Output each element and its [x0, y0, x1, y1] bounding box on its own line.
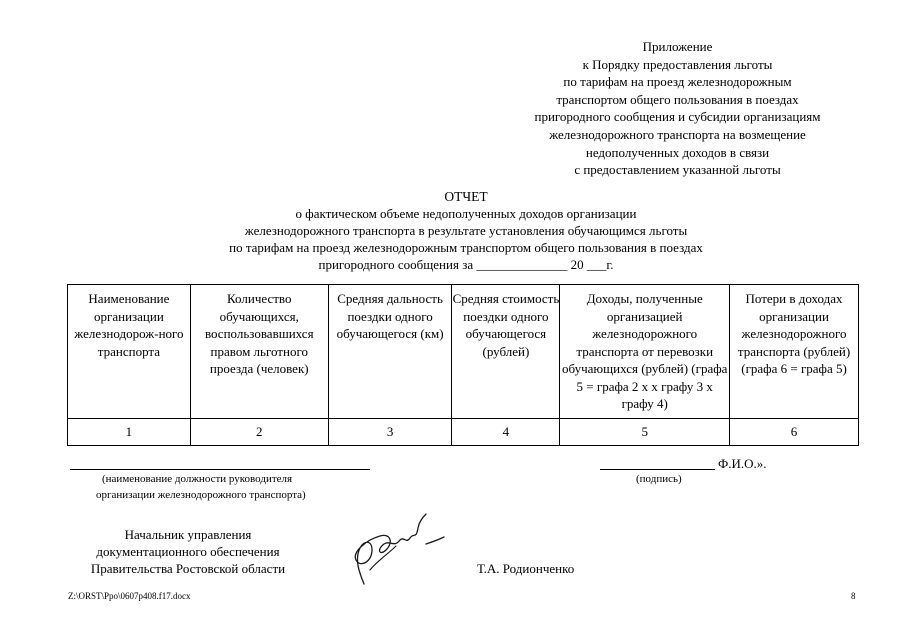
column-number: 5: [560, 419, 730, 446]
position-caption: (наименование должности руководителя: [102, 473, 293, 485]
signature-line: [600, 469, 715, 470]
report-table: [67, 284, 859, 446]
page-number: 8: [851, 591, 856, 601]
appendix-line: Приложение: [642, 39, 713, 54]
column-header: Доходы, полученные организацией железнодорожного транспорта от перевозки обучающихся (рублей) (графа 5 = графа 2 х х графу 3 х графу 4): [560, 285, 730, 419]
column-header: Средняя дальность поездки одного обучающегося (км): [328, 285, 452, 419]
appendix-header: [490, 38, 865, 179]
position-caption: организации железнодорожного транспорта): [96, 489, 306, 501]
position-signature-line: [70, 469, 370, 470]
chief-title: [68, 526, 308, 577]
file-path: Z:\ORST\Ppo\0607p408.f17.docx: [68, 591, 191, 601]
fio-label: Ф.И.О.».: [718, 456, 767, 471]
appendix-line: к Порядку предоставления льготы: [582, 56, 773, 72]
table-header-row: [68, 285, 859, 419]
chief-title-line: Начальник управления: [124, 527, 252, 542]
chief-name: Т.А. Родионченко: [477, 561, 575, 576]
report-subtitle-line: по тарифам на проезд железнодорожным транспортом общего пользования в поездах: [229, 240, 703, 255]
column-number: 1: [68, 419, 191, 446]
column-number: 4: [452, 419, 560, 446]
column-number: 6: [730, 419, 859, 446]
table-number-row: [68, 419, 859, 446]
appendix-line: с предоставлением указанной льготы: [574, 162, 781, 178]
chief-title-line: Правительства Ростовской области: [90, 561, 286, 576]
report-title-block: [0, 188, 905, 273]
appendix-line: транспортом общего пользования в поездах: [556, 91, 799, 107]
report-subtitle-line: пригородного сообщения за ______________ 20 ___г.: [318, 257, 614, 272]
chief-title-line: документационного обеспечения: [96, 544, 280, 559]
appendix-line: по тарифам на проезд железнодорожным: [563, 74, 792, 90]
column-number: 2: [190, 419, 328, 446]
appendix-line: железнодорожного транспорта на возмещение: [549, 126, 806, 142]
column-number: 3: [328, 419, 452, 446]
column-header: Средняя стоимость поездки одного обучающегося (рублей): [452, 285, 560, 419]
report-subtitle-line: о фактическом объеме недополученных доходов организации: [295, 206, 637, 221]
appendix-line: недополученных доходов в связи: [585, 144, 770, 160]
column-header: Количество обучающихся, воспользовавшихся правом льготного проезда (человек): [190, 285, 328, 419]
handwritten-signature-image: [330, 510, 460, 590]
appendix-line: пригородного сообщения и субсидии организациям: [534, 109, 821, 125]
column-header: Потери в доходах организации железнодорожного транспорта (рублей) (графа 6 = графа 5): [730, 285, 859, 419]
column-header: Наименование организации железнодорож-ного транспорта: [68, 285, 191, 419]
report-title: ОТЧЕТ: [444, 189, 488, 204]
report-subtitle-line: железнодорожного транспорта в результате установления обучающимся льготы: [244, 223, 688, 238]
signature-caption: (подпись): [636, 473, 682, 485]
